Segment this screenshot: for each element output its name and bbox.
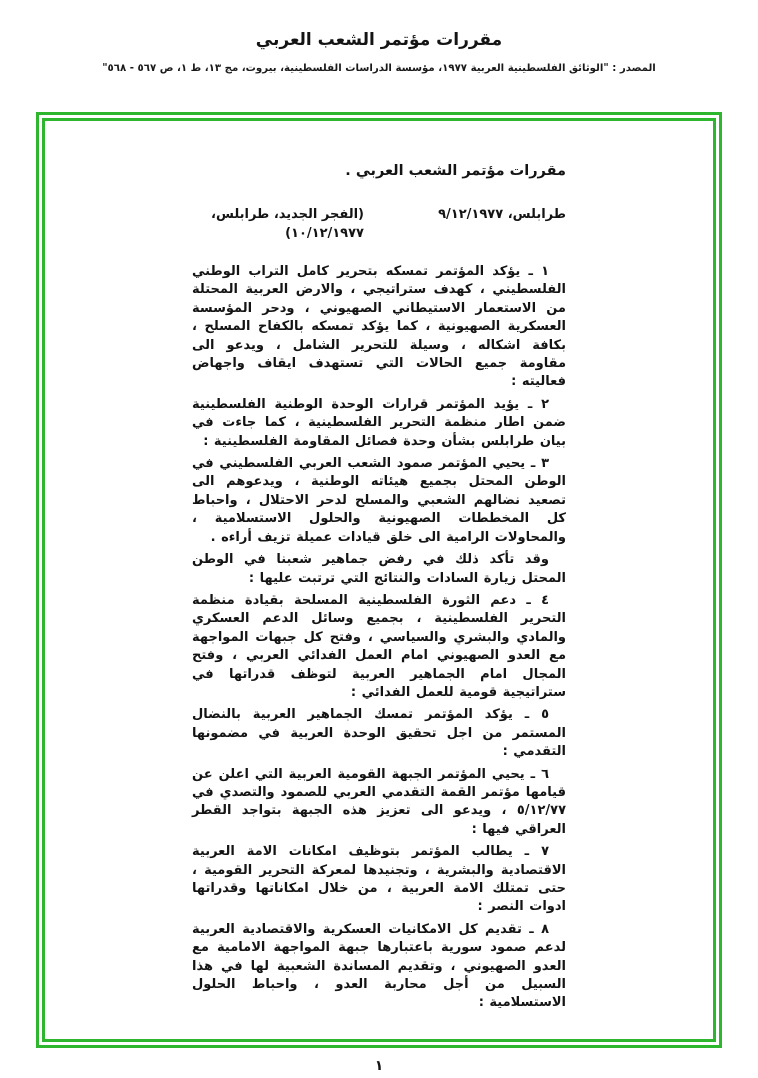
clause-3: ٣ ـ يحيي المؤتمر صمود الشعب العربي الفلسطيني في الوطن المحتل بجميع هيئاته الوطنية ، ويدعوهم الى تصعيد نضالهم الشعبي والمسلح لدحر الاحتلال ، واحباط كل المخططات الصهيونية والحلول الاستسلامية ، والمحاولات الرامية الى خلق قيادات عميلة تزيف أراءه . bbox=[192, 456, 566, 545]
page-header bbox=[0, 30, 758, 74]
document-border-inner bbox=[42, 118, 716, 1042]
source-citation-line: المصدر : "الوثائق الفلسطينية العربية ١٩٧٧، مؤسسة الدراسات الفلسطينية، بيروت، مج ١٣، ط ١، ص ٥٦٧ - ٥٦٨" bbox=[102, 63, 656, 74]
clause-7: ٧ ـ يطالب المؤتمر بتوظيف امكانات الامة العربية الاقتصادية والبشرية ، وتجنيدها لمعركة التحرير القومية ، حتى تمتلك الامة العربية ، من خلال امكاناتها وقدراتها ادوات النصر : bbox=[192, 844, 566, 915]
clause-6: ٦ ـ يحيي المؤتمر الجبهة القومية العربية التي اعلن عن قيامها مؤتمر القمة التقدمي العربي للصمود والتصدي في ٥/١٢/٧٧ ، ويدعو الى تعزيز هذه الجبهة بتواجد القطر العراقي فيها : bbox=[192, 766, 566, 837]
dateline-newspaper-citation: (الفجر الجديد، طرابلس، ١٠/١٢/١٩٧٧) bbox=[211, 207, 364, 241]
dateline-row bbox=[192, 205, 566, 243]
clause-3-note: وقد تأكد ذلك في رفض جماهير شعبنا في الوطن المحتل زيارة السادات والنتائج التي ترتبت عليها : bbox=[192, 552, 566, 586]
page-number: ١ bbox=[374, 1058, 384, 1074]
document-title: مقررات مؤتمر الشعب العربي . bbox=[345, 163, 566, 179]
clause-8: ٨ ـ تقديم كل الامكانيات العسكرية والاقتصادية العربية لدعم صمود سورية باعتبارها جبهة المواجهة الامامية مع العدو الصهيوني ، وتقديم المساندة الشعبية لها في هذا السبيل من أجل محاربة العدو ، واحباط الحلول الاستسلامية : bbox=[192, 921, 566, 1011]
clause-5: ٥ ـ يؤكد المؤتمر تمسك الجماهير العربية بالنضال المستمر من اجل تحقيق الوحدة العربية في مضمونها التقدمي : bbox=[192, 707, 566, 760]
document-content bbox=[192, 163, 566, 1013]
clause-1: ١ ـ يؤكد المؤتمر تمسكه بتحرير كامل التراب الوطني الفلسطيني ، كهدف ستراتيجي ، والارض العربية المحتلة من الاستعمار الاستيطاني الصهيوني ، ودحر المؤسسة العسكرية الصهيونية ، كما يؤكد تمسكه بالكفاح المسلح ، بكافة اشكاله ، وسيلة للتحرير الشامل ، ويدعو الى مقاومة جميع الحالات التي تستهدف ايقاف واجهاض فعاليته : bbox=[192, 264, 566, 390]
dateline-place-date: طرابلس، ٩/١٢/١٩٧٧ bbox=[438, 207, 566, 222]
page-title: مقررات مؤتمر الشعب العربي bbox=[255, 30, 503, 50]
document-border-frame bbox=[36, 112, 722, 1048]
clause-4: ٤ ـ دعم الثورة الفلسطينية المسلحة بقيادة منظمة التحرير الفلسطينية ، بجميع وسائل الدعم العسكري والمادي والبشري والسياسي ، وفتح كل جبهات المواجهة مع العدو الصهيوني امام العمل الفدائي العربي ، وفتح المجال امام الجماهير العربية لتوظف قدراتها في ستراتيجية قومية للعمل الفدائي : bbox=[192, 592, 566, 700]
clause-2: ٢ ـ يؤيد المؤتمر قرارات الوحدة الوطنية الفلسطينية ضمن اطار منظمة التحرير الفلسطينية ، كما جاءت في بيان طرابلس بشأن وحدة فصائل المقاومة الفلسطينية : bbox=[192, 396, 566, 449]
